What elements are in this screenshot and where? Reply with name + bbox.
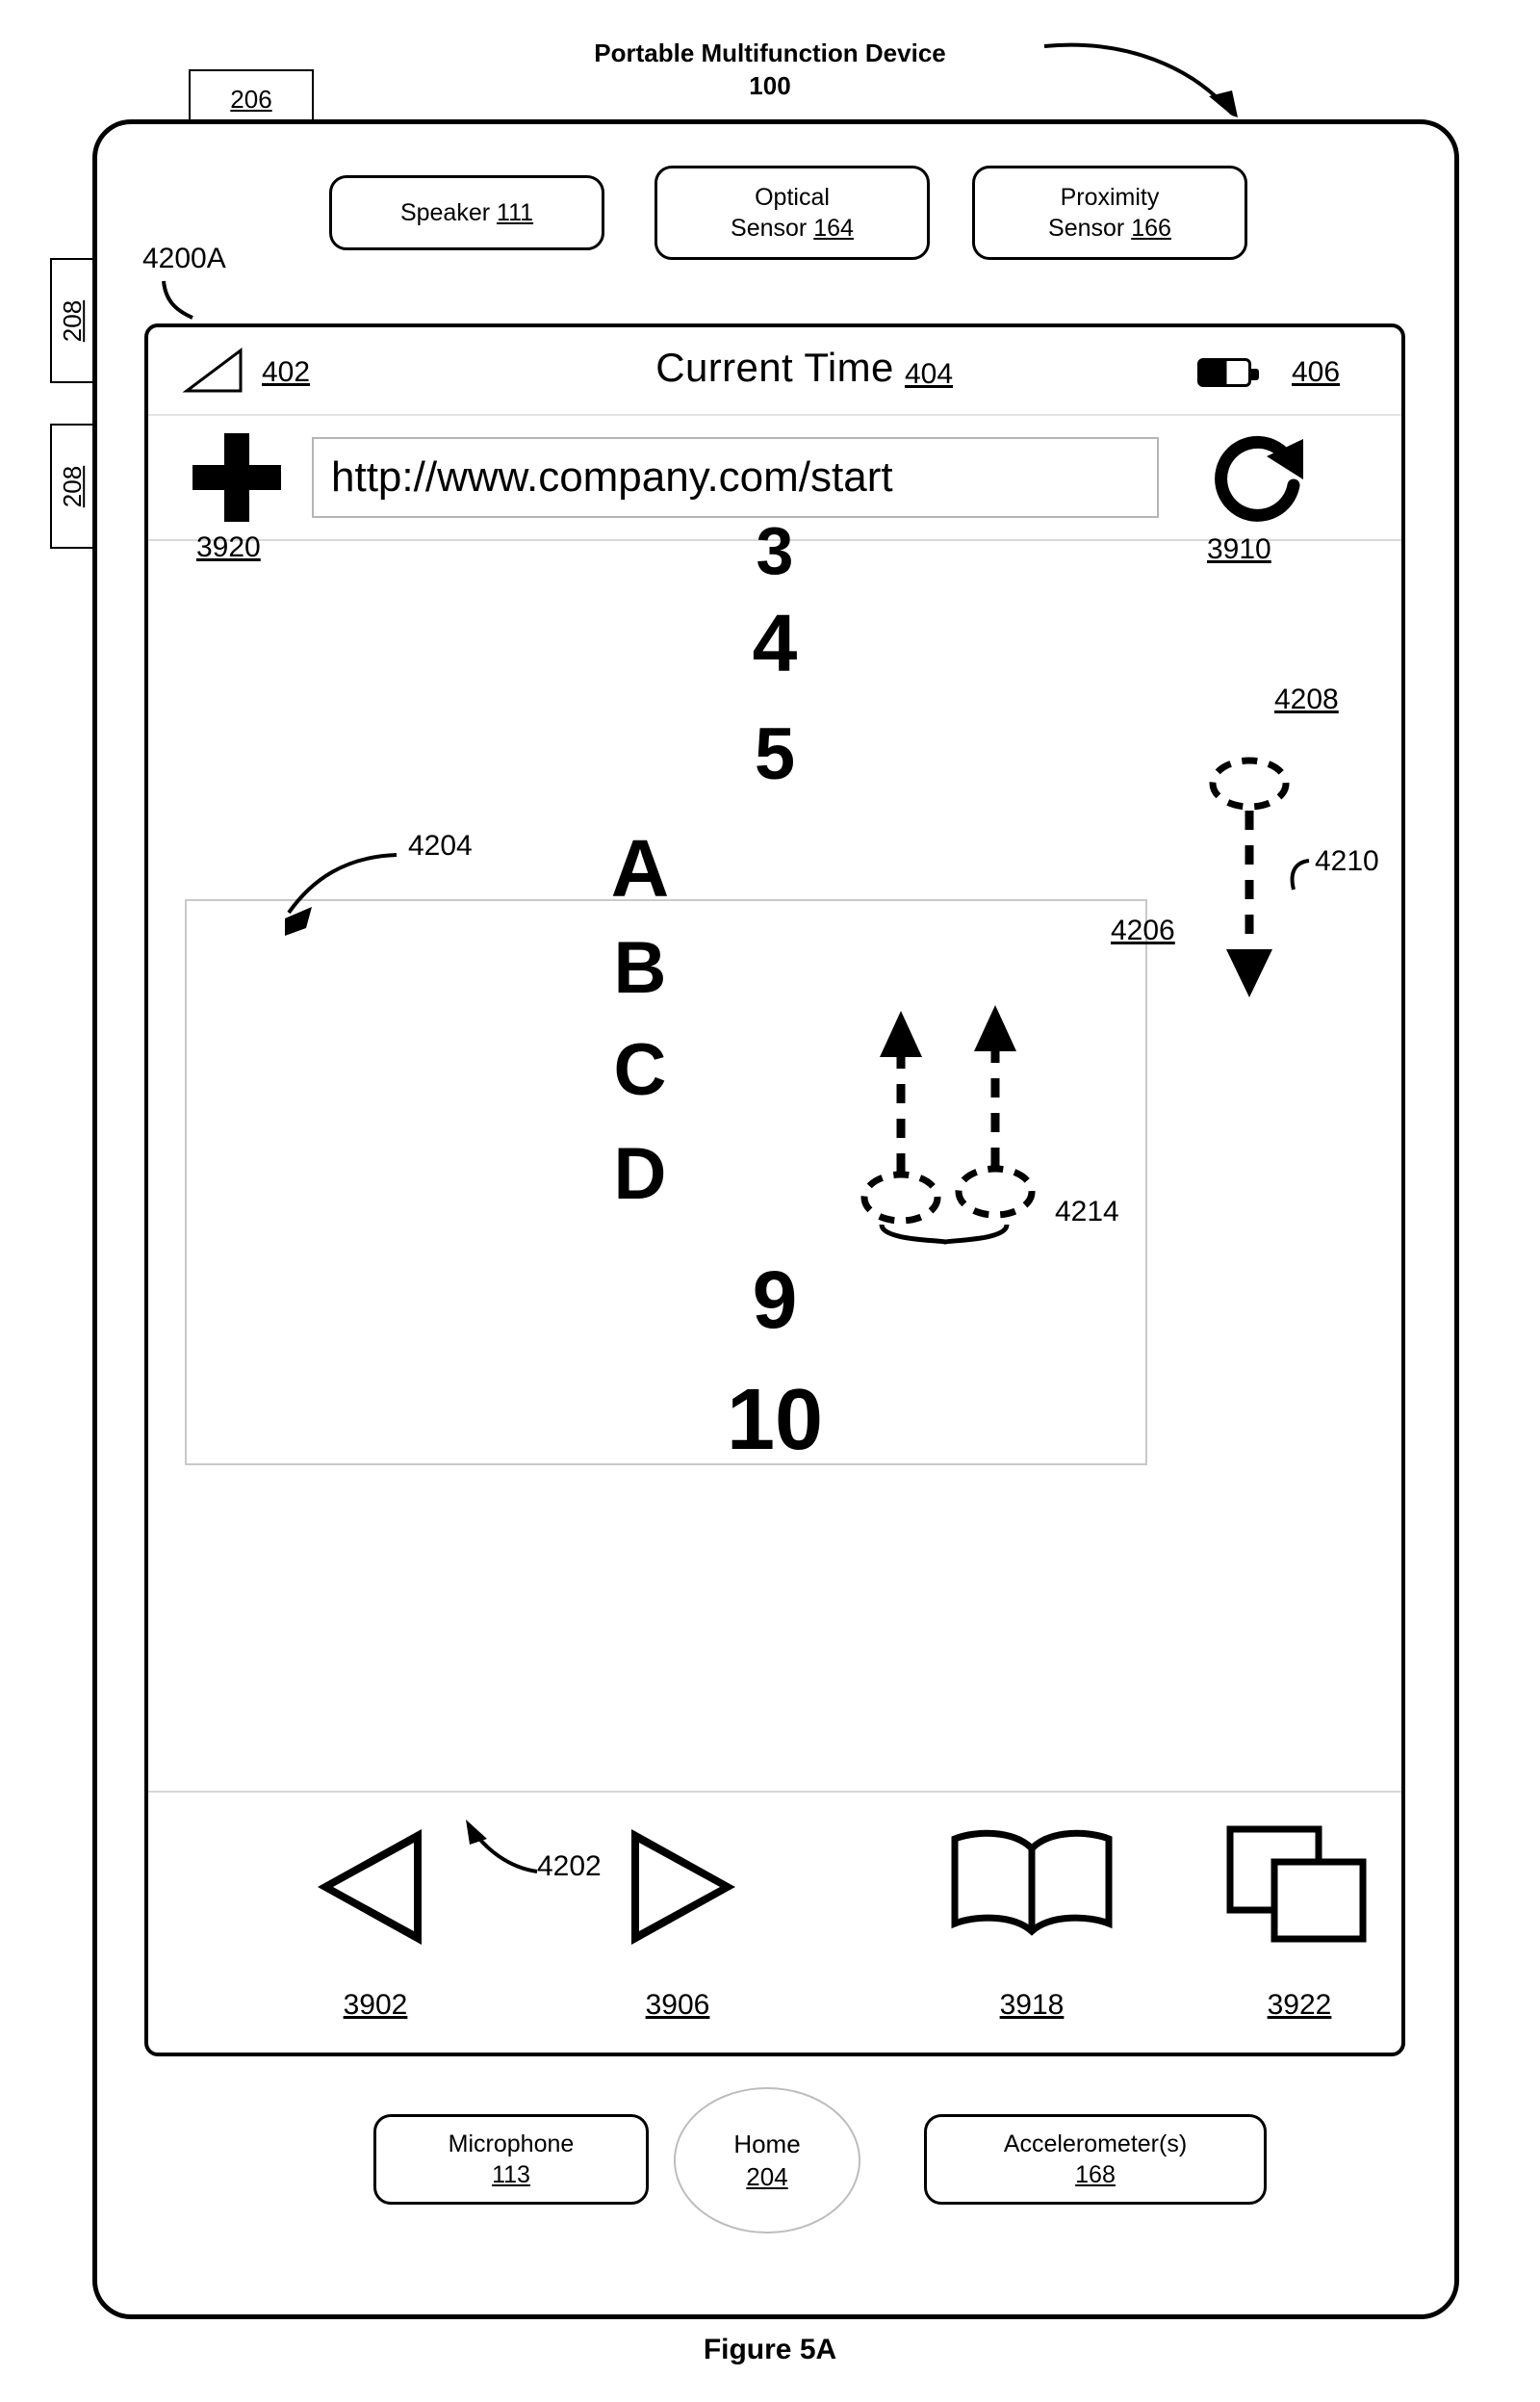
gesture-4206-label: 4206 xyxy=(1111,915,1175,946)
touch-screen[interactable] xyxy=(144,323,1405,2056)
current-time-text: Current Time xyxy=(655,345,894,390)
figure-caption: Figure 5A xyxy=(703,2334,837,2365)
list-item: 3 xyxy=(756,513,794,588)
bookmarks-button[interactable] xyxy=(936,1818,1128,2021)
microphone-num: 113 xyxy=(492,2161,530,2188)
home-button[interactable] xyxy=(674,2087,860,2234)
proximity-sensor-label xyxy=(972,166,1247,260)
tabs-button-label: 3922 xyxy=(1267,1989,1332,2021)
pages-icon xyxy=(1222,1821,1376,1947)
optical-sensor-line2: Sensor xyxy=(731,215,808,242)
accelerometer-label xyxy=(924,2114,1267,2205)
home-button-label: Home xyxy=(733,2130,801,2158)
accelerometer-num: 168 xyxy=(1075,2161,1116,2188)
triangle-left-icon xyxy=(318,1829,422,1945)
ref-208-lower xyxy=(50,424,96,549)
gesture-4208-label: 4208 xyxy=(1274,684,1339,715)
add-tab-icon[interactable] xyxy=(192,433,281,522)
figure-title-line2: 100 xyxy=(749,71,791,100)
ref-208-lower-label: 208 xyxy=(58,465,88,507)
reload-ref-label: 3910 xyxy=(1207,533,1271,565)
proximity-sensor-num: 166 xyxy=(1131,215,1171,242)
ref-206-label: 206 xyxy=(230,84,272,114)
tabs-button[interactable] xyxy=(1203,1818,1396,2021)
list-item: D xyxy=(613,1133,667,1215)
triangle-right-icon xyxy=(631,1829,735,1945)
toolbar-ref-label: 4202 xyxy=(537,1850,602,1882)
current-time-ref-label: 404 xyxy=(905,358,954,390)
microphone-label xyxy=(373,2114,649,2205)
proximity-sensor-line2: Sensor xyxy=(1048,215,1125,242)
accelerometer-name: Accelerometer(s) xyxy=(1003,2131,1188,2157)
microphone-name: Microphone xyxy=(448,2131,575,2157)
add-tab-ref-label: 3920 xyxy=(196,531,261,563)
toolbar-leader-arrow xyxy=(437,1816,552,1883)
subframe-ref-label: 4204 xyxy=(408,830,473,862)
speaker-name: Speaker xyxy=(399,199,491,226)
list-item: B xyxy=(613,927,667,1009)
battery-ref-label: 406 xyxy=(1292,356,1341,388)
list-item: 10 xyxy=(726,1372,824,1468)
optical-sensor-line1: Optical xyxy=(755,184,830,211)
signal-ref-label: 402 xyxy=(262,356,311,388)
screen-callout-4200a: 4200A xyxy=(142,243,226,274)
speaker-label xyxy=(329,175,604,250)
forward-button-label: 3906 xyxy=(645,1989,710,2021)
subframe-leader-arrow xyxy=(252,847,416,934)
home-button-num: 204 xyxy=(746,2162,788,2191)
gesture-4210-leader xyxy=(1265,845,1322,903)
ref-208-upper xyxy=(50,258,96,383)
browser-toolbar xyxy=(148,1791,1401,2053)
ref-208-upper-label: 208 xyxy=(58,299,88,342)
list-item: A xyxy=(610,823,670,914)
speaker-num: 111 xyxy=(497,199,534,226)
list-item: 9 xyxy=(752,1254,798,1345)
list-item: C xyxy=(613,1029,667,1111)
two-finger-swipe-gesture-icon xyxy=(860,994,1072,1234)
gesture-4214-label: 4214 xyxy=(1055,1196,1119,1227)
gesture-4210-label: 4210 xyxy=(1315,845,1379,877)
bookmarks-button-label: 3918 xyxy=(999,1989,1065,2021)
list-item: 4 xyxy=(752,598,798,688)
battery-icon xyxy=(1197,358,1251,387)
url-input[interactable]: http://www.company.com/start xyxy=(312,437,1159,518)
content-item-list xyxy=(148,513,1401,1795)
figure-title-line1: Portable Multifunction Device xyxy=(594,39,946,67)
web-content-area[interactable] xyxy=(148,513,1401,1795)
proximity-sensor-line1: Proximity xyxy=(1060,184,1160,211)
book-icon xyxy=(945,1823,1118,1939)
status-bar xyxy=(148,327,1401,416)
list-item: 5 xyxy=(754,713,796,795)
back-button-label: 3902 xyxy=(343,1989,408,2021)
optical-sensor-num: 164 xyxy=(813,215,854,242)
optical-sensor-label xyxy=(654,166,930,260)
